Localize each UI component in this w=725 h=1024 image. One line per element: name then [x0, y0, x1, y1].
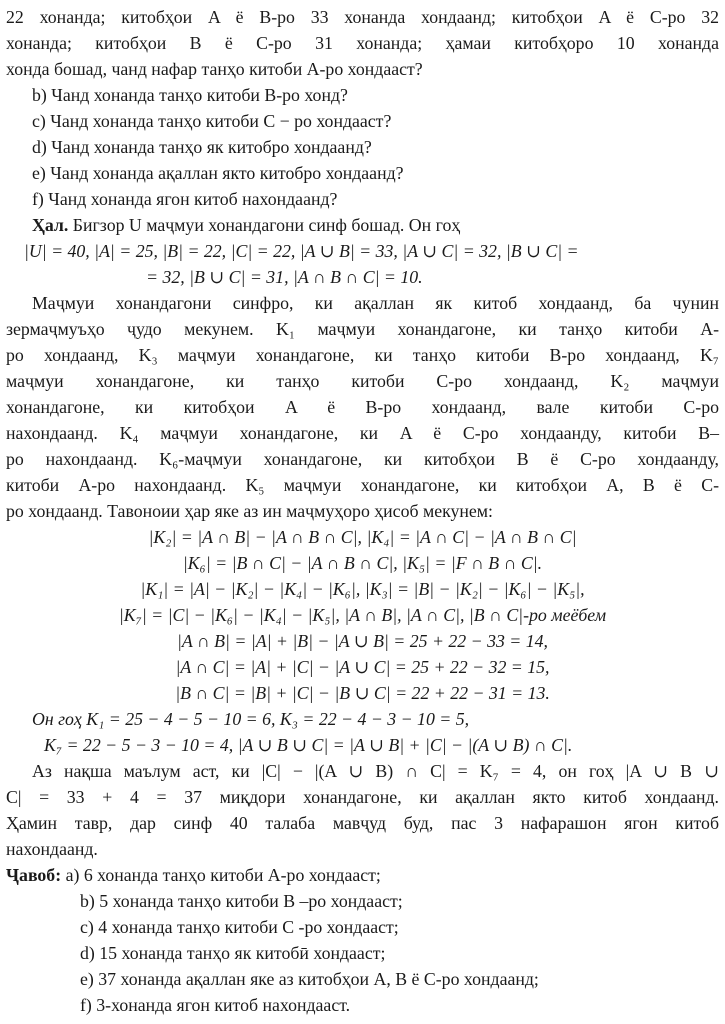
question-b: b) Чанд хонанда танҳо китоби B-ро хонд? — [32, 85, 348, 105]
conclusion-line-2: C| = 33 + 4 = 37 миқдори хонандагоне, ки ақаллан якто китоб хондаанд. — [6, 787, 719, 807]
question-c: c) Чанд хонанда танҳо китоби C − ро хондааст? — [32, 111, 392, 131]
formula-line-5: |A ∩ B| = |A| + |B| − |A ∪ B| = 25 + 22 − 33 = 14, — [177, 631, 548, 651]
result-line-2: K₇ = 22 − 5 − 3 − 10 = 4, |A ∪ B ∪ C| = |A ∪ B| + |C| − |(A ∪ B) ∩ C|. — [44, 735, 573, 755]
answer-item-d: d) 15 хонанда танҳо як китобӣ хондааст; — [80, 943, 386, 963]
solution-intro: Бигзор U маҷмуи хонандагони синф бошад. Он гоҳ — [68, 215, 461, 235]
intro-line-3: хонда бошад, чанд нафар танҳо китоби A-ро хондааст? — [6, 59, 423, 79]
paragraph-line-1: Маҷмуи хонандагони синфро, ки ақаллан як китоб хондаанд, ба чунин — [32, 293, 719, 313]
paragraph-line-9: ро хондаанд. Тавоноии ҳар яке аз ин маҷмуҳоро ҳисоб мекунем: — [6, 501, 493, 521]
answer-item-a: a) 6 хонанда танҳо китоби A-ро хондааст; — [61, 865, 381, 885]
solution-heading — [32, 214, 460, 236]
paragraph-line-2: зермаҷмуъҳо ҷудо мекунем. K₁ маҷмуи хонандагоне, ки танҳо китоби A- — [6, 319, 719, 339]
paragraph-line-7: ро нахондаанд. K₆-маҷмуи хонандагоне, ки китобҳои B ё C-ро хондаанду, — [6, 449, 719, 469]
paragraph-line-5: хонандагоне, ки китобҳои A ё B-ро хондаанд, вале китоби C-ро — [6, 397, 719, 417]
conclusion-line-4: нахондаанд. — [6, 839, 98, 859]
formula-line-1: |K₂| = |A ∩ B| − |A ∩ B ∩ C|, |K₄| = |A ∩ C| − |A ∩ B ∩ C| — [148, 527, 577, 547]
answer-item-e: e) 37 хонанда ақаллан яке аз китобҳои A, B ё C-ро хондаанд; — [80, 969, 539, 989]
formula-line-2: |K₆| = |B ∩ C| − |A ∩ B ∩ C|, |K₅| = |F ∩ B ∩ C|. — [182, 553, 543, 573]
formula-line-3: |K₁| = |A| − |K₂| − |K₄| − |K₆|, |K₃| = |B| − |K₂| − |K₆| − |K₅|, — [140, 579, 585, 599]
solution-label: Ҳал. — [32, 215, 69, 235]
conclusion-line-1: Аз нақша маълум аст, ки |C| − |(A ∪ B) ∩ C| = K₇ = 4, он гоҳ |A ∪ B ∪ — [32, 761, 719, 781]
question-f: f) Чанд хонанда ягон китоб нахондаанд? — [32, 189, 338, 209]
conclusion-line-3: Ҳамин тавр, дар синф 40 талаба мавҷуд буд, пас 3 нафарашон ягон китоб — [6, 813, 719, 833]
answer-item-c: c) 4 хонанда танҳо китоби C -ро хондааст; — [80, 917, 399, 937]
given-formula-line-1: |U| = 40, |A| = 25, |B| = 22, |C| = 22, |A ∪ B| = 33, |A ∪ C| = 32, |B ∪ C| = — [24, 241, 579, 261]
formula-line-4: |K₇| = |C| − |K₆| − |K₄| − |K₅|, |A ∩ B|, |A ∩ C|, |B ∩ C|-ро меёбем — [118, 605, 607, 625]
answer-label: Ҷавоб: — [6, 865, 62, 885]
formula-line-6: |A ∩ C| = |A| + |C| − |A ∪ C| = 25 + 22 − 32 = 15, — [175, 657, 550, 677]
question-d: d) Чанд хонанда танҳо як китобро хондаанд? — [32, 137, 372, 157]
paragraph-line-8: китоби A-ро нахондаанд. K₅ маҷмуи хонандагоне, ки китобҳои A, B ё C- — [6, 475, 719, 495]
question-e: e) Чанд хонанда ақаллан якто китобро хондаанд? — [32, 163, 404, 183]
intro-line-2: хонанда; китобҳои B ё C-ро 31 хонанда; ҳамаи китобҳоро 10 хонанда — [6, 33, 719, 53]
paragraph-line-4: маҷмуи хонандагоне, ки танҳо китоби C-ро хондаанд, K₂ маҷмуи — [6, 371, 719, 391]
given-formula-line-2: = 32, |B ∪ C| = 31, |A ∩ B ∩ C| = 10. — [146, 267, 423, 287]
paragraph-line-6: нахондаанд. K₄ маҷмуи хонандагоне, ки A ё C-ро хондаанду, китоби B– — [6, 423, 719, 443]
answer-heading — [6, 864, 381, 886]
intro-line-1: 22 хонанда; китобҳои A ё B-ро 33 хонанда хондаанд; китобҳои A ё C-ро 32 — [6, 7, 719, 27]
answer-item-f: f) 3-хонанда ягон китоб нахондааст. — [80, 995, 351, 1015]
paragraph-line-3: ро хондаанд, K₃ маҷмуи хонандагоне, ки танҳо китоби B-ро хондаанд, K₇ — [6, 345, 719, 365]
formula-line-7: |B ∩ C| = |B| + |C| − |B ∪ C| = 22 + 22 − 31 = 13. — [175, 683, 550, 703]
answer-item-b: b) 5 хонанда танҳо китоби B –ро хондааст; — [80, 891, 403, 911]
result-line-1: Он гоҳ K₁ = 25 − 4 − 5 − 10 = 6, K₃ = 22 − 4 − 3 − 10 = 5, — [32, 709, 470, 729]
